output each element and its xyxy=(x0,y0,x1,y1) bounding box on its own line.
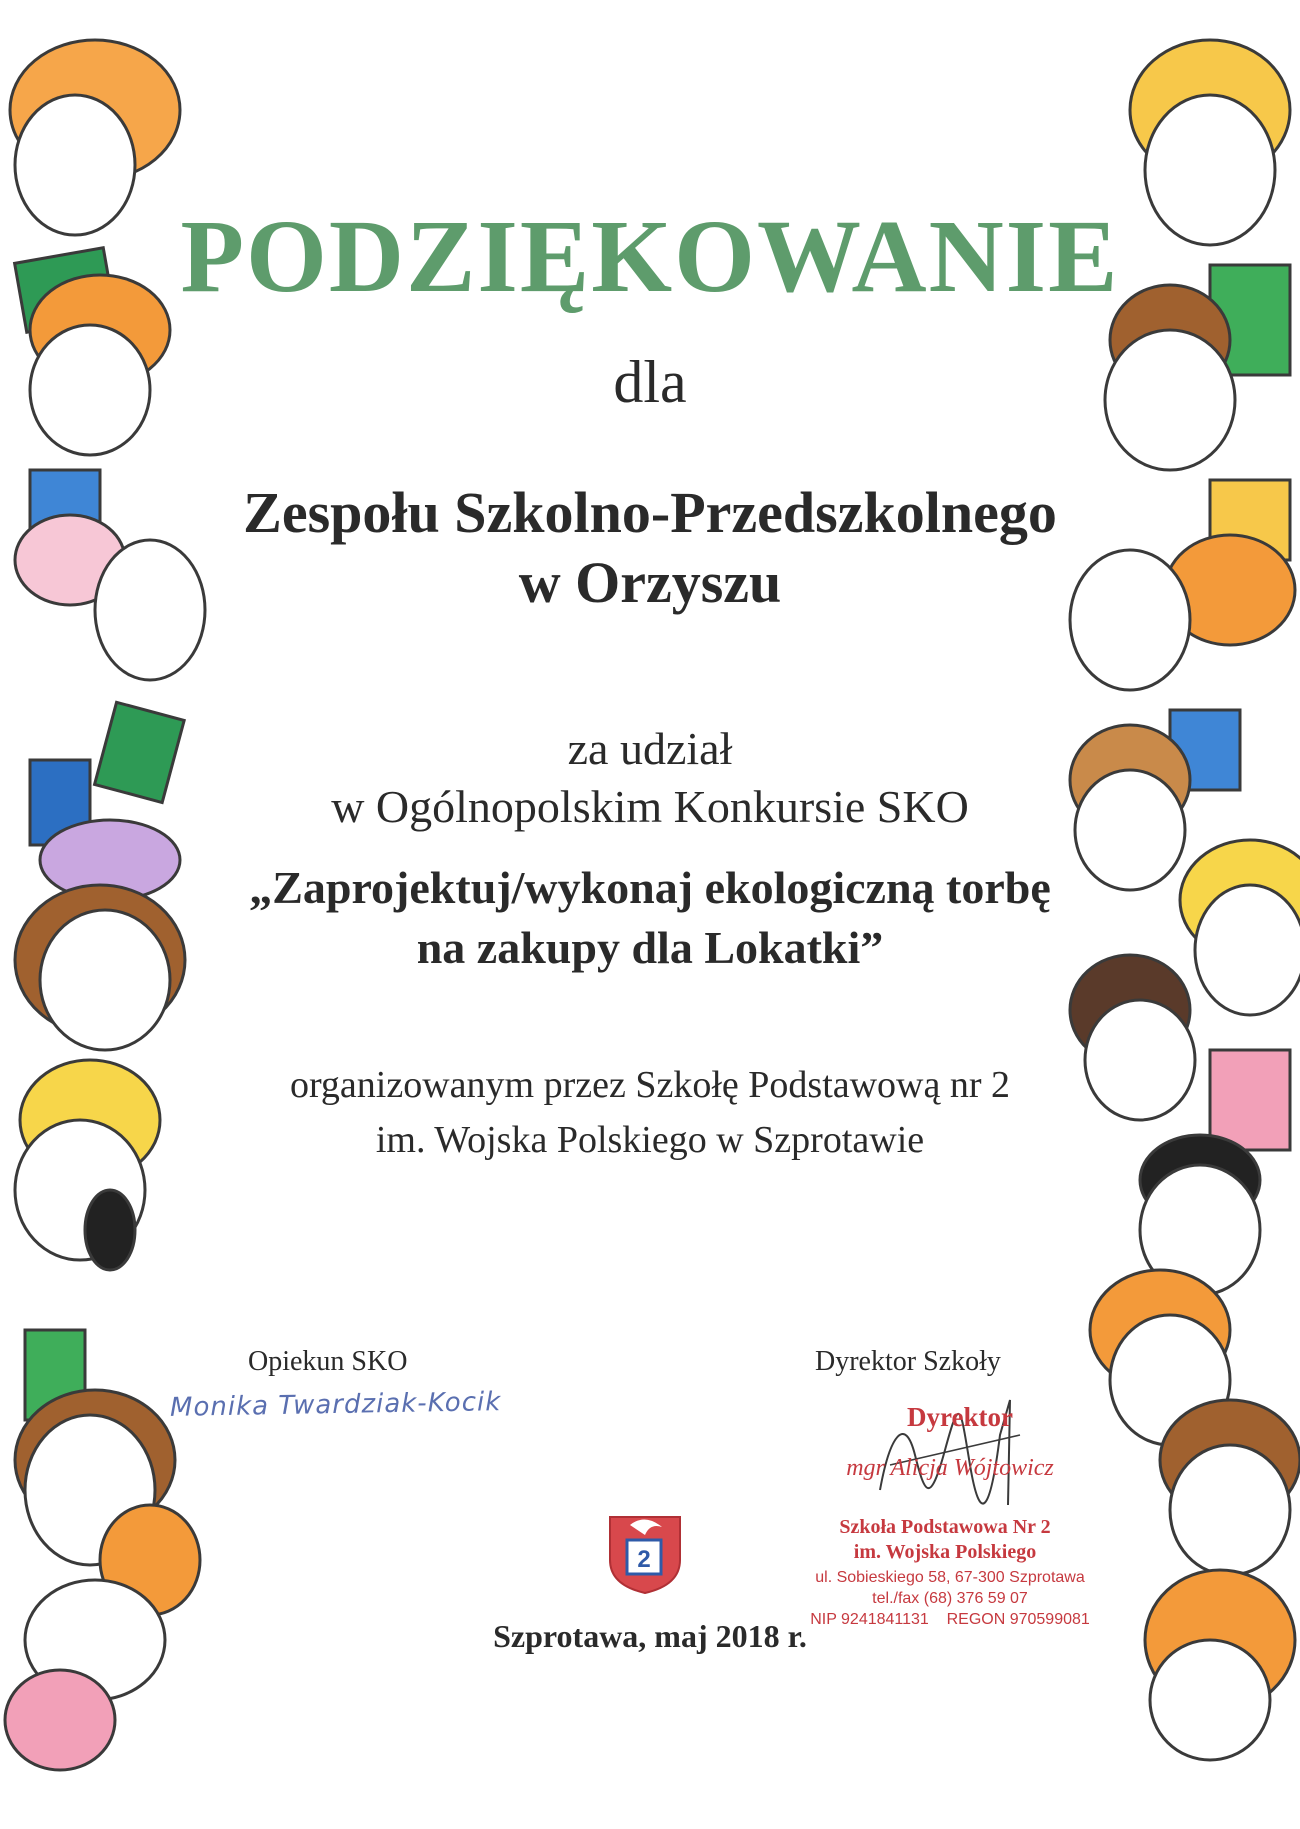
stamp-name: mgr Alicja Wójtowicz xyxy=(846,1455,1054,1481)
stamp-ids: NIP 9241841131 REGON 970599081 xyxy=(810,1610,1090,1628)
certificate-title: PODZIĘKOWANIE xyxy=(180,199,1120,314)
stamp-phone: tel./fax (68) 376 59 07 xyxy=(872,1589,1028,1607)
recipient-name xyxy=(0,478,1300,617)
stamp-school xyxy=(770,1515,1120,1565)
emblem-number: 2 xyxy=(637,1546,651,1573)
reason-line-2: w Ogólnopolskim Konkursie SKO xyxy=(331,780,969,832)
reason-line-1: za udział xyxy=(567,723,733,774)
recipient-line-2: w Orzyszu xyxy=(518,549,782,615)
guardian-handwritten-signature: Monika Twardziak-Kocik xyxy=(169,1387,502,1423)
director-label: Dyrektor Szkoły xyxy=(815,1346,1001,1377)
stamp-address: ul. Sobieskiego 58, 67-300 Szprotawa xyxy=(815,1569,1085,1586)
stamp-role: Dyrektor xyxy=(907,1402,1013,1432)
organizer-line-1: organizowanym przez Szkołę Podstawową nr 2 xyxy=(289,1064,1011,1106)
contest-line-2: na zakupy dla Lokatki” xyxy=(416,921,884,973)
school-emblem-icon xyxy=(600,1505,690,1595)
contest-line-1: „Zaprojektuj/wykonaj ekologiczną torbę xyxy=(249,862,1051,913)
reason-text xyxy=(0,720,1300,835)
recipient-line-1: Zespołu Szkolno-Przedszkolnego xyxy=(243,480,1057,545)
organizer-text xyxy=(0,1058,1300,1168)
for-word: dla xyxy=(613,349,687,415)
organizer-line-2: im. Wojska Polskiego w Szprotawie xyxy=(375,1119,925,1162)
contest-name xyxy=(0,858,1300,978)
stamp-school-line-2: im. Wojska Polskiego xyxy=(853,1541,1037,1563)
stamp-school-line-1: Szkoła Podstawowa Nr 2 xyxy=(839,1516,1051,1538)
place-and-date: Szprotawa, maj 2018 r. xyxy=(493,1618,807,1654)
guardian-label: Opiekun SKO xyxy=(248,1346,408,1377)
